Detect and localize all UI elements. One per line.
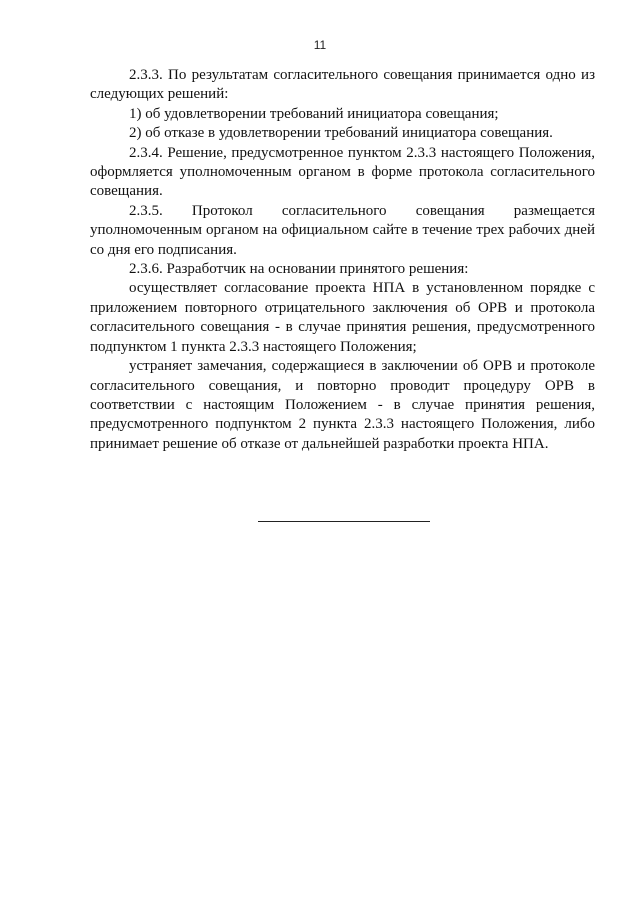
paragraph-2-3-3: 2.3.3. По результатам согласительного совещания принимается одно из следующих решений:	[90, 67, 595, 103]
document-body	[90, 66, 595, 454]
page-number: 11	[313, 38, 327, 52]
paragraph-approval-clause: осуществляет согласование проекта НПА в установленном порядке с приложением повторного отрицательного заключения об ОРВ и протокола согласительного совещания - в случае принятия решения, предусмотренного подпунктом 1 пункта 2.3.3 настоящего Положения;	[90, 280, 595, 355]
paragraph-option-1: 1) об удовлетворении требований инициатора совещания;	[129, 105, 499, 122]
paragraph-remarks-clause: устраняет замечания, содержащиеся в заключении об ОРВ и протоколе согласительного совещания, и повторно проводит процедуру ОРВ в соответствии с настоящим Положением - в случае принятия решения, предусмотренного подпунктом 2 пункта 2.3.3 настоящего Положения, либо принимает решение об отказе от дальнейшей разработки проекта НПА.	[90, 358, 595, 452]
paragraph-2-3-6: 2.3.6. Разработчик на основании принятого решения:	[129, 261, 469, 278]
paragraph-2-3-4: 2.3.4. Решение, предусмотренное пунктом 2.3.3 настоящего Положения, оформляется уполномоченным органом в форме протокола согласительного совещания.	[90, 144, 595, 200]
paragraph-2-3-5: 2.3.5. Протокол согласительного совещания размещается уполномоченным органом на официальном сайте в течение трех рабочих дней со дня его подписания.	[90, 202, 595, 258]
end-divider-line	[258, 521, 430, 522]
paragraph-option-2: 2) об отказе в удовлетворении требований инициатора совещания.	[129, 125, 553, 142]
